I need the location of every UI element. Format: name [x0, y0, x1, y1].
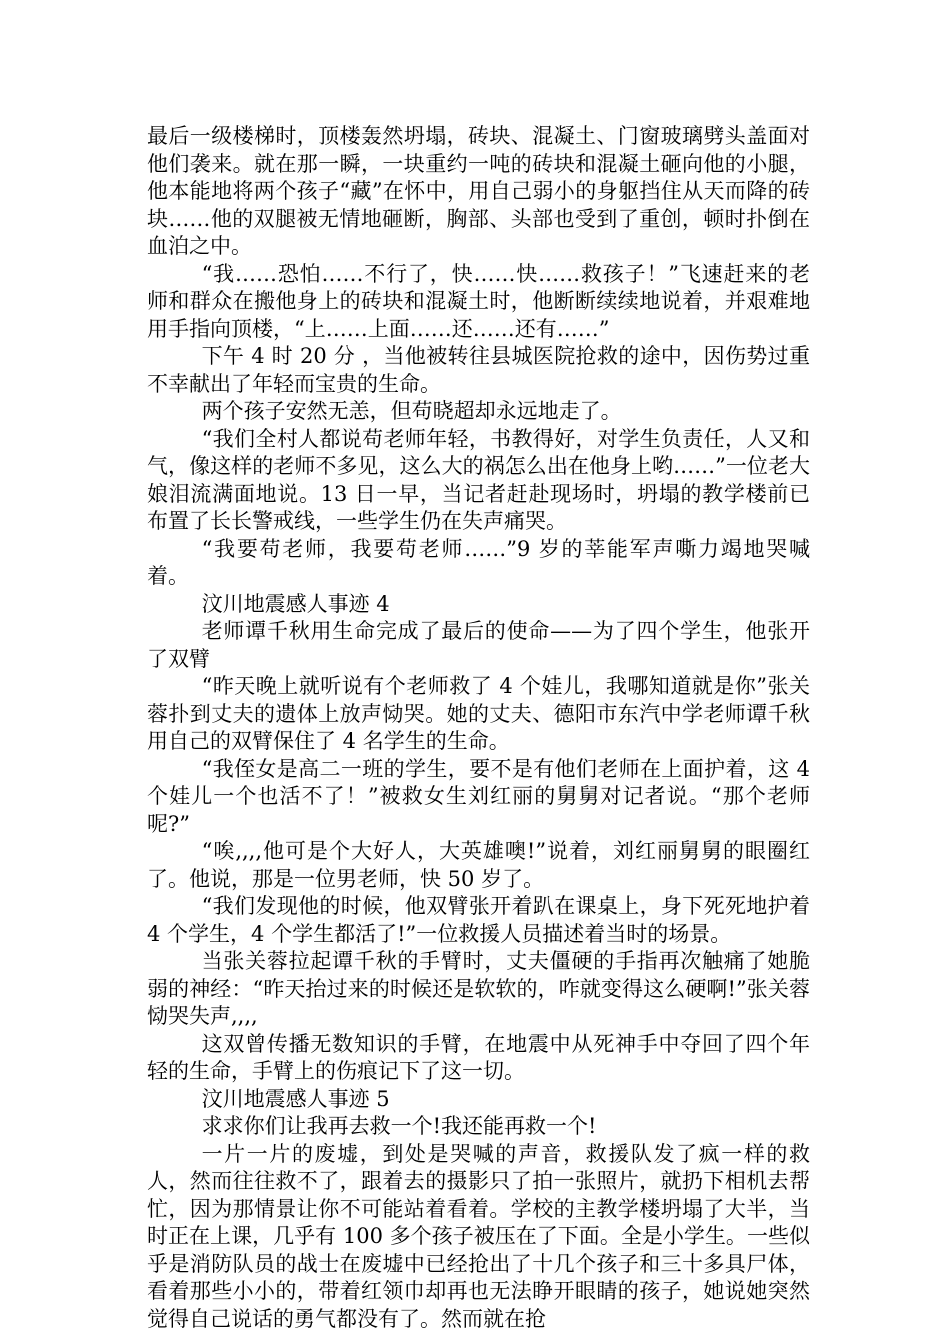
paragraph: 下午 4 时 20 分 ，当他被转往县城医院抢救的途中，因伤势过重不幸献出了年轻而宝贵的生命。	[147, 344, 810, 396]
paragraph: “昨天晚上就听说有个老师救了 4 个娃儿，我哪知道就是你”张关蓉扑到丈夫的遗体上放声恸哭。她的丈夫、德阳市东汽中学老师谭千秋用自己的双臂保住了 4 名学生的生命。	[147, 674, 810, 753]
paragraph: “我侄女是高二一班的学生，要不是有他们老师在上面护着，这 4 个娃儿一个也活不了！”被救女生刘红丽的舅舅对记者说。“那个老师呢?”	[147, 756, 810, 836]
paragraph: “我们全村人都说苟老师年轻，书教得好，对学生负责任，人又和气，像这样的老师不多见，这么大的祸怎么出在他身上哟……”一位老大娘泪流满面地说。13 日一早，当记者赶赴现场时，坍塌的教学楼前已布置了长长警戒线，一些学生仍在失声痛哭。	[147, 426, 810, 533]
paragraph: 一片一片的废墟，到处是哭喊的声音，救援队发了疯一样的救人，然而往往救不了，跟着去的摄影只了拍一张照片，就扔下相机去帮忙，因为那情景让你不可能站着看着。学校的主教学楼坍塌了大半，当时正在上课，几乎有 100 多个孩子被压在了下面。全是小学生。一些似乎是消防队员的战士在废墟中已经抢出了十几个孩子和三十多具尸体，看着那些小小的，带着红领巾却再也无法睁开眼睛的孩子，她说她突然觉得自己说话的勇气都没有了。然而就在抢	[147, 1141, 810, 1331]
paragraph: “我……恐怕……不行了，快……快……救孩子！”飞速赶来的老师和群众在搬他身上的砖块和混凝土时，他断断续续地说着，并艰难地用手指向顶楼，“上……上面……还……还有……”	[147, 261, 810, 341]
section-heading: 汶川地震感人事迹 4	[201, 591, 390, 616]
paragraph: 这双曾传播无数知识的手臂，在地震中从死神手中夺回了四个年轻的生命，手臂上的伤痕记下了这一切。	[147, 1031, 810, 1083]
paragraph: 最后一级楼梯时，顶楼轰然坍塌，砖块、混凝土、门窗玻璃劈头盖面对他们袭来。就在那一瞬，一块重约一吨的砖块和混凝土砸向他的小腿，他本能地将两个孩子“藏”在怀中，用自己弱小的身躯挡住从天而降的砖块……他的双腿被无情地砸断，胸部、头部也受到了重创，顿时扑倒在血泊之中。	[147, 124, 810, 258]
paragraph: 当张关蓉拉起谭千秋的手臂时，丈夫僵硬的手指再次触痛了她脆弱的神经：“昨天抬过来的时候还是软软的，咋就变得这么硬啊!”张关蓉恸哭失声,,,,	[147, 949, 810, 1028]
document-body	[147, 123, 810, 1333]
paragraph: 求求你们让我再去救一个!我还能再救一个!	[201, 1114, 597, 1138]
paragraph: 老师谭千秋用生命完成了最后的使命——为了四个学生，他张开了双臂	[147, 619, 810, 671]
paragraph: “我们发现他的时候，他双臂张开着趴在课桌上，身下死死地护着 4 个学生，4 个学生都活了!”一位救援人员描述着当时的场景。	[147, 894, 810, 946]
paragraph: 两个孩子安然无恙，但苟晓超却永远地走了。	[201, 399, 622, 423]
section-heading: 汶川地震感人事迹 5	[201, 1086, 390, 1111]
paragraph: “唉,,,,他可是个大好人，大英雄噢!”说着，刘红丽舅舅的眼圈红了。他说，那是一位男老师，快 50 岁了。	[147, 839, 810, 891]
paragraph: “我要苟老师，我要苟老师……”9 岁的莘能军声嘶力竭地哭喊着。	[147, 536, 810, 588]
